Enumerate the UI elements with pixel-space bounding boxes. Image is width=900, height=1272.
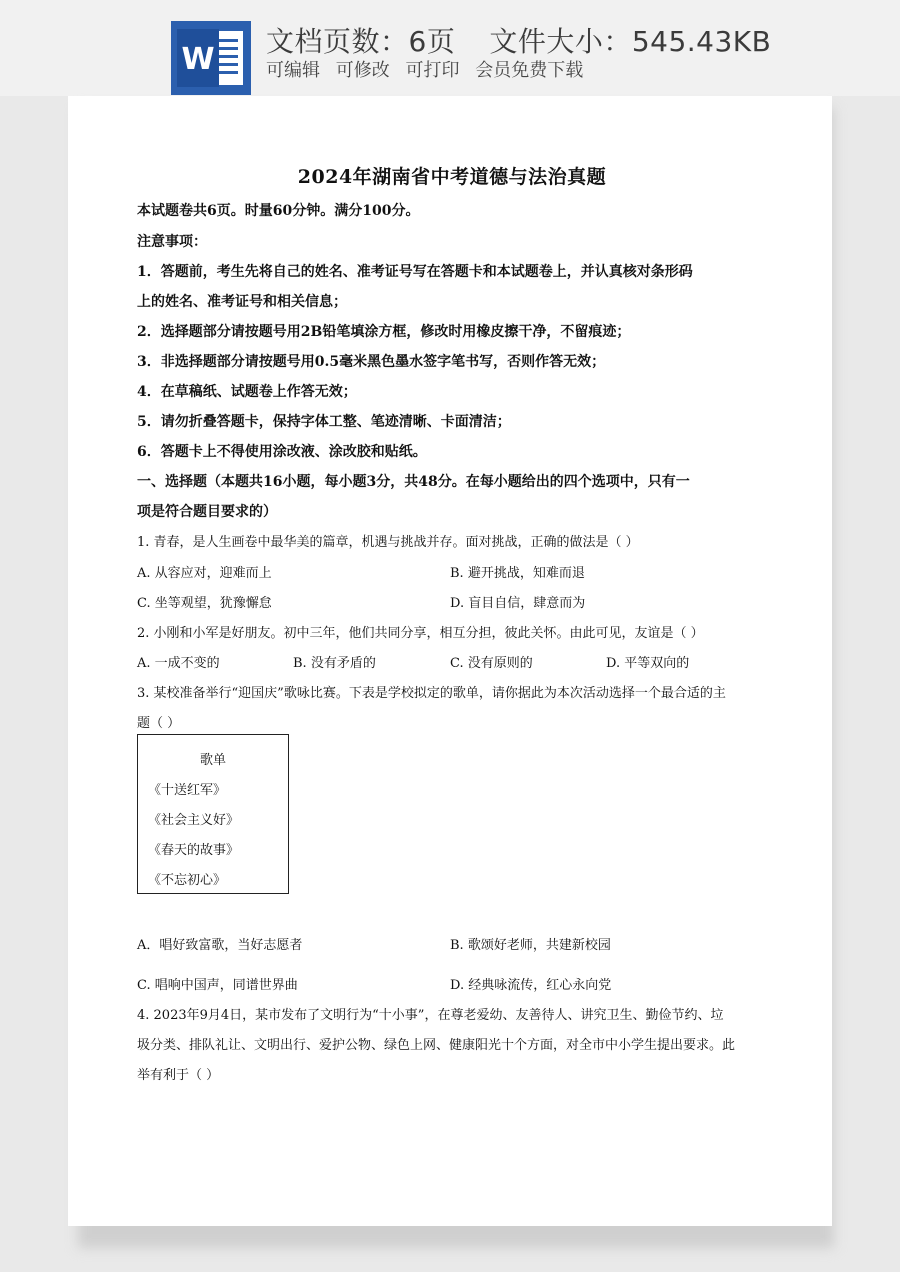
feature-editable: 可编辑 (266, 60, 320, 81)
question-2-option-c: C. 没有原则的 (450, 656, 533, 671)
question-3-option-a: A．唱好致富歌，当好志愿者 (137, 938, 303, 953)
notice-item-3: 3．非选择题部分请按题号用0.5毫米黑色墨水签字笔书写，否则作答无效； (137, 354, 606, 370)
feature-member-download: 会员免费下载 (475, 60, 584, 81)
question-2-option-a: A. 一成不变的 (137, 656, 220, 671)
question-3-option-d: D. 经典咏流传，红心永向党 (450, 978, 612, 993)
notice-heading: 注意事项： (137, 234, 207, 250)
page-title: 2024年湖南省中考道德与法治真题 (297, 166, 607, 188)
feature-modifiable: 可修改 (335, 60, 390, 81)
notice-item-1-cont: 上的姓名、准考证号和相关信息； (137, 294, 347, 310)
notice-item-1: 1．答题前，考生先将自己的姓名、准考证号写在答题卡和本试题卷上，并认真核对条形码 (137, 264, 693, 280)
notice-item-2: 2．选择题部分请按题号用2B铅笔填涂方框，修改时用橡皮擦干净，不留痕迹； (137, 324, 631, 340)
notice-item-5: 5．请勿折叠答题卡，保持字体工整、笔迹清晰、卡面清洁； (137, 414, 511, 430)
question-4-stem: 4. 2023年9月4日，某市发布了文明行为“十小事”，在尊老爱幼、友善待人、讲究卫生、勤俭节约、垃 (137, 1008, 724, 1023)
page-count: 文档页数：6页 (266, 25, 456, 58)
question-2-option-b: B. 没有矛盾的 (293, 656, 376, 671)
song-item: 《十送红军》 (148, 783, 227, 798)
exam-intro: 本试题卷共6页。时量60分钟。满分100分。 (137, 203, 420, 219)
word-document-icon (171, 21, 251, 95)
songlist-table (137, 734, 289, 894)
question-3-option-c: C. 唱响中国声，同谱世界曲 (137, 978, 298, 993)
section-heading-cont: 项是符合题目要求的） (137, 504, 277, 520)
question-1-option-a: A. 从容应对，迎难而上 (137, 566, 272, 581)
question-3-stem: 3. 某校准备举行“迎国庆”歌咏比赛。下表是学校拟定的歌单，请你据此为本次活动选择一个最合适的主 (137, 686, 726, 701)
question-4-stem-cont: 圾分类、排队礼让、文明出行、爱护公物、绿色上网、健康阳光十个方面，对全市中小学生提出要求。此 (137, 1038, 736, 1053)
file-info (266, 20, 771, 60)
song-item: 《春天的故事》 (148, 843, 240, 858)
file-size: 文件大小：545.43KB (489, 25, 772, 58)
question-2-option-d: D. 平等双向的 (606, 656, 690, 671)
document-page (68, 96, 832, 1226)
song-item: 《不忘初心》 (148, 873, 227, 888)
question-3-option-b: B. 歌颂好老师，共建新校园 (450, 938, 611, 953)
download-banner (0, 0, 900, 96)
songlist-title: 歌单 (199, 753, 226, 768)
section-heading: 一、选择题（本题共16小题，每小题3分，共48分。在每小题给出的四个选项中，只有一 (137, 474, 690, 490)
notice-item-6: 6．答题卡上不得使用涂改液、涂改胶和贴纸。 (137, 444, 427, 460)
song-item: 《社会主义好》 (148, 813, 240, 828)
svg-text:W: W (181, 42, 215, 77)
question-1-option-d: D. 盲目自信，肆意而为 (450, 596, 586, 611)
question-4-stem-end: 举有利于（ ） (137, 1068, 220, 1083)
question-3-stem-cont: 题（ ） (137, 716, 181, 731)
feature-list (266, 56, 593, 82)
question-2-stem: 2. 小刚和小军是好朋友。初中三年，他们共同分享，相互分担，彼此关怀。由此可见，友谊是（ ） (137, 626, 704, 641)
question-1-option-b: B. 避开挑战，知难而退 (450, 566, 585, 581)
question-1-stem: 1. 青春，是人生画卷中最华美的篇章，机遇与挑战并存。面对挑战，正确的做法是（ ） (137, 535, 639, 550)
feature-printable: 可打印 (405, 60, 460, 81)
notice-item-4: 4．在草稿纸、试题卷上作答无效； (137, 384, 357, 400)
question-1-option-c: C. 坐等观望，犹豫懈怠 (137, 596, 272, 611)
